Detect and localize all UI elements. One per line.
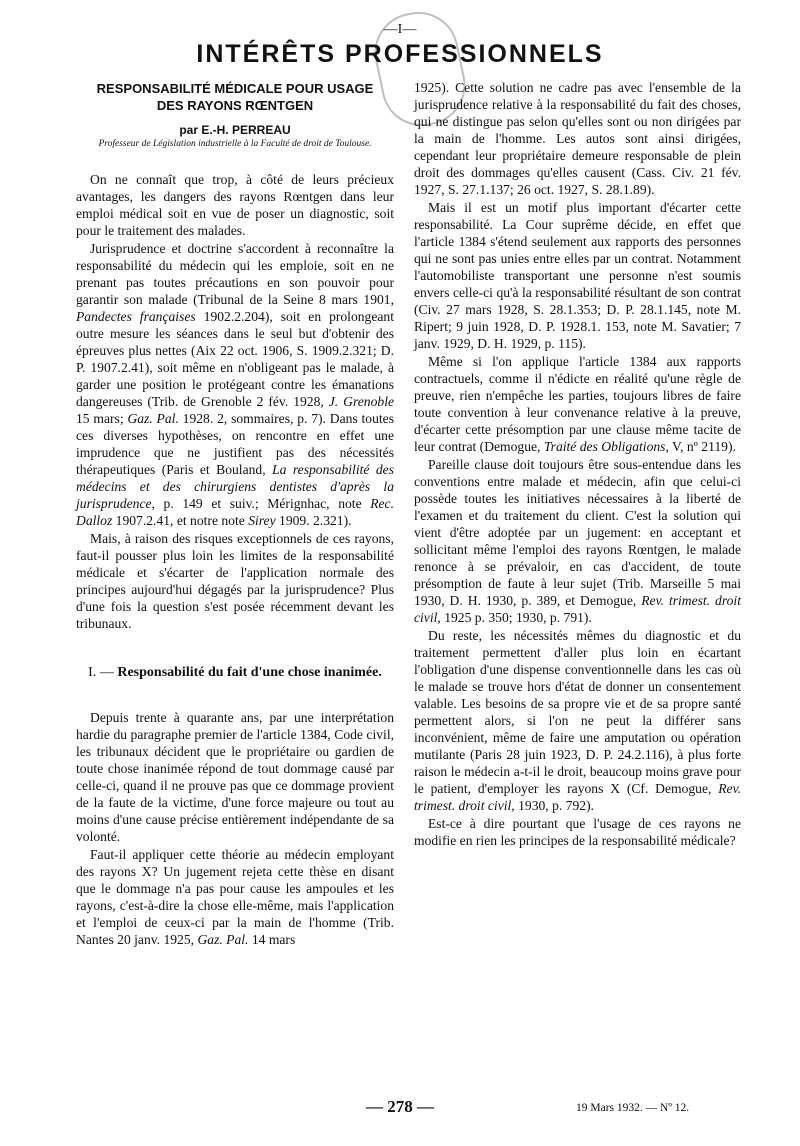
left-paragraph-1: On ne connaît que trop, à côté de leurs précieux avantages, les dangers des rayons Rœntgen dans leur emploi médical soit en vue de poser un diagnostic, soit pour le traitement des malades. [76, 172, 394, 238]
right-paragraph-3: Même si l'on applique l'article 1384 aux rapports contractuels, comme il n'édicte en réalité qu'une règle de preuve, rien n'empêche les parties, toujours libres de faire toute convention à leur convenance relative à la preuve, d'écarter cette présomption par une clause même tacite de leur contrat (Demogue, Traité des Obligations, V, nº 2119). [414, 354, 741, 454]
article-title-line-2: DES RAYONS RŒNTGEN [156, 98, 314, 113]
page-number: — 278 — [366, 1097, 434, 1116]
right-paragraph-4: Pareille clause doit toujours être sous-entendue dans les conventions entre malade et médecin, afin que celui-ci possède toutes les initiatives nécessaires à la liberté de l'examen et du traitement du client. C'est la solution qui vient d'être adoptée par un jugement: en acceptant et sollicitant même l'emploi des rayons Rœntgen, le malade renonce à se prévaloir, en cas d'accident, de toute présomption de faute à leur sujet (Trib. Marseille 5 mai 1930, D. H. 1930, p. 389, et Demogue, Rev. trimest. droit civil, 1925 p. 350; 1930, p. 791). [414, 457, 741, 625]
section-number: I. — [88, 665, 114, 680]
page-mark: —I— [383, 22, 417, 37]
issue-date: 19 Mars 1932. — Nº 12. [576, 1102, 690, 1114]
right-paragraph-1: 1925). Cette solution ne cadre pas avec l'ensemble de la jurisprudence relative à la responsabilité du fait des choses, qui ne distingue pas selon qu'elles sont ou non dirigées par la main de l'homme. Les autos sont ainsi dirigées, cependant leur propriétaire demeure responsable de plein droit des dommages qu'elles causent (Cass. Civ. 21 fév. 1927, S. 27.1.137; 26 oct. 1927, S. 28.1.89). [414, 80, 741, 197]
rubric-heading: INTÉRÊTS PROFESSIONNELS [196, 40, 604, 68]
article-title [76, 80, 394, 114]
right-paragraph-6: Est-ce à dire pourtant que l'usage de ces rayons ne modifie en rien les principes de la responsabilité médicale? [414, 816, 741, 848]
page-footer [0, 1097, 800, 1127]
left-paragraph-3: Mais, à raison des risques exceptionnels de ces rayons, faut-il pousser plus loin les limites de la responsabilité médicale et s'écarter de l'application normale des principes aujourd'hui dégagés par la jurisprudence? Plus d'une fois la question s'est posée récemment devant les tribunaux. [76, 531, 394, 631]
section-heading [76, 664, 394, 681]
left-paragraph-4: Depuis trente à quarante ans, par une interprétation hardie du paragraphe premier de l'article 1384, Code civil, les tribunaux décident que le propriétaire ou gardien de toute chose inanimée répond de tout dommage causé par celle-ci, quand il ne prouve pas que ce dommage provient de la faute de la victime, d'une force majeure ou tout au moins d'une cause précise entièrement indépendante de sa volonté. [76, 710, 394, 844]
right-paragraph-2: Mais il est un motif plus important d'écarter cette responsabilité. La Cour suprême décide, en effet que l'article 1384 s'étend seulement aux rapports des personnes qui ne sont pas unies entre elles par un contrat. Notamment l'automobiliste transportant une personne n'est soumis envers celle-ci qu'à la responsabilité résultant de son contrat (Civ. 27 mars 1928, S. 28.1.353; D. P. 28.1.145, note M. Ripert; 9 juin 1928, D. P. 1928.1. 153, note M. Savatier; 7 janv. 1929, D. H. 1929, p. 115). [414, 200, 741, 351]
right-paragraph-5: Du reste, les nécessités mêmes du diagnostic et du traitement permettent d'aller plus loin en écartant l'obligation d'une dispense conventionnelle dans les cas où le malade se trouve hors d'état de donner un consentement valable. Les besoins de sa propre vie et de sa propre santé permettent alors, si l'on ne peut la différer sans inconvénient, même de faire une amputation ou opération mutilante (Paris 28 juin 1923, D. P. 24.2.116), à plus forte raison le médecin a-t-il le droit, beaucoup moins grave pour le patient, d'employer les rayons X (Cf. Demogue, Rev. trimest. droit civil, 1930, p. 792). [414, 628, 741, 813]
left-column [76, 80, 394, 949]
left-paragraph-5: Faut-il appliquer cette théorie au médecin employant des rayons X? Un jugement rejeta cette thèse en disant que le dommage n'a pas pour cause les ampoules et les rayons, c'est-à-dire la chose elle-même, mais l'application et l'emploi de ceux-ci par la main de l'homme (Trib. Nantes 20 janv. 1925, Gaz. Pal. 14 mars [76, 847, 394, 947]
article-title-line-1: RESPONSABILITÉ MÉDICALE POUR USAGE [96, 81, 374, 96]
right-column [414, 79, 741, 850]
author-affiliation: Professeur de Législation industrielle à la Faculté de droit de Toulouse. [98, 139, 372, 149]
section-title: Responsabilité du fait d'une chose inanimée. [117, 665, 382, 680]
left-paragraph-2: Jurisprudence et doctrine s'accordent à reconnaître la responsabilité du médecin qui les emploie, soit en ne prenant pas toutes précautions en son pouvoir pour garantir son malade (Tribunal de la Seine 8 mars 1901, Pandectes françaises 1902.2.204), soit en prolongeant outre mesure les séances dans le seul but d'obtenir des épreuves plus nettes (Aix 22 oct. 1906, S. 1909.2.321; D. P. 1907.2.41), soit même en n'obligeant pas le malade, à garder une position le protégeant contre les émanations dangereuses (Trib. de Grenoble 2 fév. 1928, J. Grenoble 15 mars; Gaz. Pal. 1928. 2, sommaires, p. 7). Dans toutes ces diverses hypothèses, on rencontre en effet une imprudence que ne justifient pas des nécessités thérapeutiques (Paris et Bouland, La responsabilité des médecins et des chirurgiens dentistes d'après la jurisprudence, p. 149 et suiv.; Mérignhac, note Rec. Dalloz 1907.2.41, et notre note Sirey 1909. 2.321). [76, 241, 395, 528]
author-byline: par E.-H. PERREAU [179, 123, 291, 137]
